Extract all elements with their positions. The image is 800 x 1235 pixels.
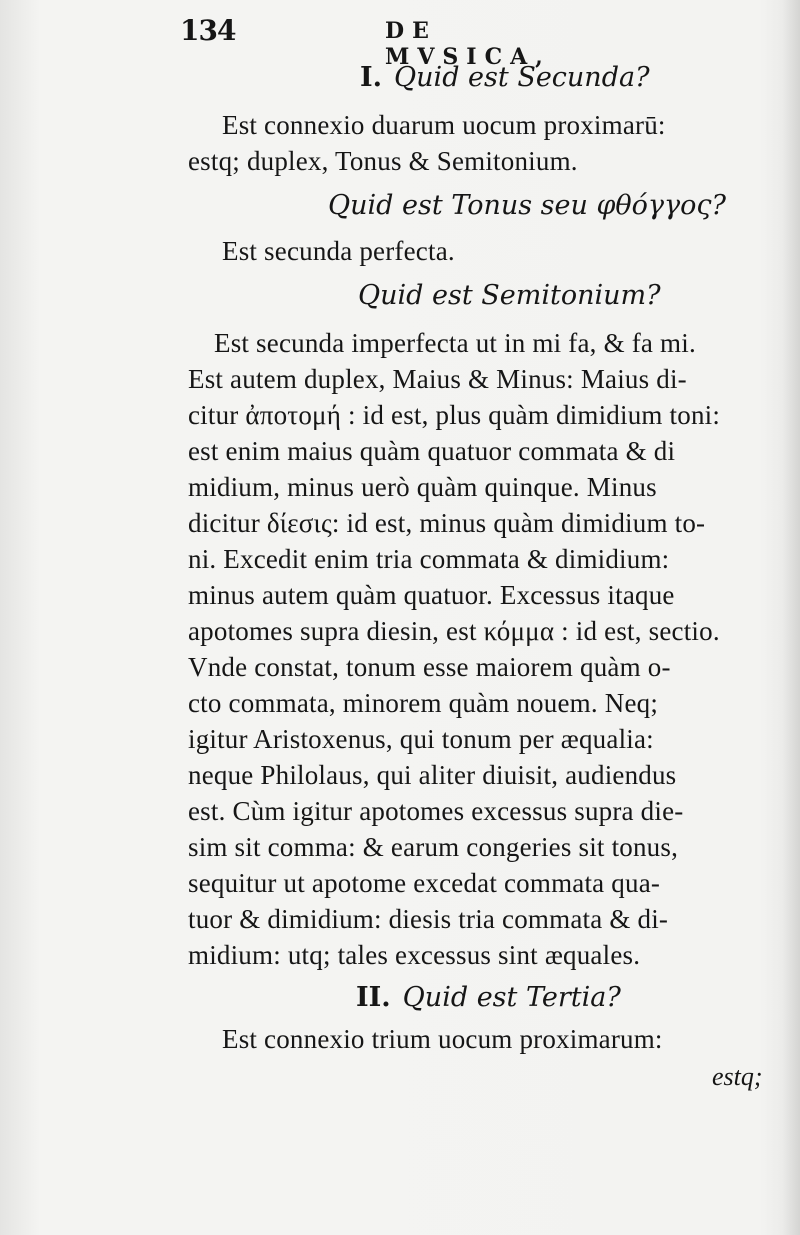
text-line: cto commata, minorem quàm nouem. Neq; <box>188 688 659 718</box>
text-line: midium, minus uerò quàm quinque. Minus <box>188 472 657 502</box>
text-line: Vnde constat, tonum esse maiorem quàm o- <box>188 652 671 682</box>
text-line: tuor & dimidium: diesis tria commata & di- <box>188 904 669 934</box>
question-heading <box>360 62 650 93</box>
text-line: Est autem duplex, Maius & Minus: Maius di- <box>188 364 687 394</box>
text-line: est enim maius quàm quatuor commata & di <box>188 436 676 466</box>
text-line: minus autem quàm quatuor. Excessus itaque <box>188 580 675 610</box>
page-header <box>180 14 600 70</box>
page-gutter-shadow <box>782 0 800 1235</box>
question-text: Quid est Tertia? <box>402 982 621 1013</box>
text-line: Est connexio duarum uocum proximarū: <box>222 110 666 140</box>
text-line: Est connexio trium uocum proximarum: <box>222 1024 663 1054</box>
question-number: I. <box>360 62 383 93</box>
question-text: Quid est Tonus seu φθόγγος? <box>328 190 727 221</box>
text-line: neque Philolaus, qui aliter diuisit, audiendus <box>188 760 677 790</box>
text-line: sequitur ut apotome excedat commata qua- <box>188 868 661 898</box>
catchword: estq; <box>712 1062 763 1091</box>
text-line: apotomes supra diesin, est κόμμα : id est, sectio. <box>188 616 720 646</box>
text-line: ni. Excedit enim tria commata & dimidium: <box>188 544 670 574</box>
text-line: dicitur δίεσις: id est, minus quàm dimidium to- <box>188 508 706 538</box>
text-line: Est secunda perfecta. <box>222 236 455 266</box>
question-text: Quid est Semitonium? <box>358 280 661 311</box>
running-head: DE MVSICA, <box>385 18 551 70</box>
question-heading <box>356 982 621 1013</box>
question-heading <box>328 190 726 221</box>
question-heading <box>358 280 661 311</box>
text-line: est. Cùm igitur apotomes excessus supra die- <box>188 796 684 826</box>
text-line: igitur Aristoxenus, qui tonum per æqualia: <box>188 724 654 754</box>
question-number: II. <box>356 982 391 1013</box>
text-line: estq; duplex, Tonus & Semitonium. <box>188 146 578 176</box>
text-line: citur ἀποτομή : id est, plus quàm dimidium toni: <box>188 400 721 430</box>
page-number: 134 <box>180 14 236 47</box>
text-line: midium: utq; tales excessus sint æquales. <box>188 940 641 970</box>
text-line: sim sit comma: & earum congeries sit tonus, <box>188 832 679 862</box>
question-text: Quid est Secunda? <box>394 62 650 93</box>
text-line: Est secunda imperfecta ut in mi fa, & fa mi. <box>214 328 696 358</box>
